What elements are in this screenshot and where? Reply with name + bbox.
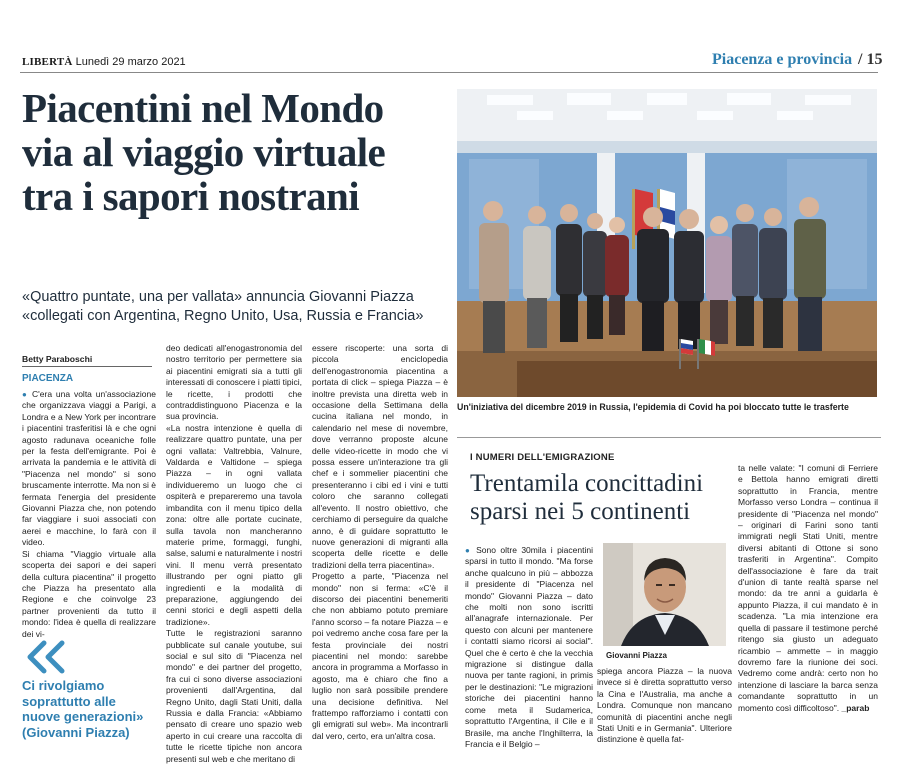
page-number-value: 15: [866, 51, 883, 68]
group-photo: [457, 89, 877, 397]
paragraph: Sono oltre 30mila i piacentini sparsi in tutto il mondo. "Ma forse anche qualcuno in più – abbozza il presidente di "Piacenza nel mondo" Giovanni Piazza – dato che molti non sono iscritti all'anagrafe internazionale. Per questo con alcuni per mantenere i contatti siamo ricorsi ai social". Quel che è certo è che la vecchia migrazione si distingue dalla nuova per tante ragioni, in primis per le destinazioni: "Le migrazioni storiche dei piacentini hanno come meta il Sudamerica, soprattutto l'Argentina, il Cile e il Brasile, ma anche l'Inghilterra, la Francia e il Belgio –: [465, 545, 593, 749]
paragraph: deo dedicati all'enogastronomia del nostro territorio per permettere sia ai piacentini emigrati sia a tutti gli interessati di conoscere i piatti tipici, le ricette, i prodotti che contraddistinguono Piacenza e la sua provincia.: [166, 343, 302, 422]
subheadline: [22, 288, 447, 326]
portrait-image: [603, 543, 726, 646]
newspaper-name: LIBERTÀ: [22, 56, 73, 68]
sidebar-column-3: [738, 463, 878, 763]
paragraph: Progetto a parte, "Piacenza nel mondo" non si ferma: «C'è il discorso dei piacentini benemeriti che non abbiamo potuto premiare l'anno scorso – fa notare Piazza – e poi vedremo anche cosa fare per la festa provinciale dei nostri piacentini nel mondo: sarebbe ancora in programma a Morfasso in agosto, ma è chiaro che fino a luglio non sarà possibile prendere una decisione definitiva. Nel frattempo rafforziamo i contatti con gli emigrati sul web». Ma incontrarli dal vero, certo, era un'altra cosa.: [312, 571, 448, 741]
author-signature: _parab: [841, 702, 870, 713]
paragraph: ta nelle valate: "I comuni di Ferriere e Bettola hanno emigrati diretti soprattutto in Francia, mentre Morfasso verso Londra – continua il presidente di "Piacenza nel mondo" – originari di Farini sono tanti immigrati negli Stati Uniti, mentre diversi abitanti di Ottone si sono trasferiti in Argentina". Compito dell'associazione è fare da trait d'union di tante realtà sparse nel mondo: da tre anni a guidarla è appunto Piazza, il cui mandato è in scadenza. "La mia intenzione era quella di passare il testimone perché ritengo sia giusto un adeguato ricambio – ammette – in maggio dovremo fare la riunione dei soci. Vedremo come andrà: certo non ho intenzione di lasciare la barca senza comandante soprattutto in un momento così difficoltoso".: [738, 463, 878, 713]
pull-quote-line: nuove generazioni»: [22, 709, 144, 724]
paragraph: Si chiama "Viaggio virtuale alla scoperta dei sapori e dei saperi della cultura piacentina" il progetto che Piazza ha presentato alla Regione e che coinvolge 23 partner provenienti da tutto il mondo: l'idea è quella di realizzare dei vi-: [22, 548, 156, 639]
group-photo-image: [457, 89, 877, 397]
photo-caption: Un'iniziativa del dicembre 2019 in Russia, l'epidemia di Covid ha poi bloccato tutte le trasferte: [457, 402, 849, 412]
paragraph: «La nostra intenzione è quella di realizzare quattro puntate, una per ogni vallata: Valtrebbia, Valnure, Valdarda e Valtidone – spiega Piazza – in ogni vallata individueremo un luogo che ci ospiterà e prepareremo una tavola imbandita con il menu tipico della zona: oltre alle portate cucinate, sulla tavola non mancheranno materie prime, formaggi, funghi, salse, salumi e naturalmente i nostri vini. Il menu verrà presentato illustrando per ogni piatto gli ingredienti e la modalità di preparazione, aggiungendo dei cenni storici e degli aspetti della tradizione».: [166, 422, 302, 627]
bullet-icon: ●: [465, 546, 477, 555]
header-rule: [20, 72, 878, 73]
headline-line: Piacentini nel Mondo: [22, 85, 384, 131]
page-separator: /: [858, 51, 863, 68]
headline-line: via al viaggio virtuale: [22, 129, 386, 175]
page-number: [858, 51, 882, 69]
article-column-2: [166, 343, 302, 764]
pull-quote: [22, 678, 158, 740]
subheadline-line: «collegati con Argentina, Regno Unito, Usa, Russia e Francia»: [22, 308, 424, 324]
sidebar-top-rule: [457, 437, 881, 438]
byline-rule: [22, 366, 152, 367]
bullet-icon: ●: [22, 390, 33, 399]
sidebar-title-line: sparsi nei 5 continenti: [470, 498, 691, 525]
subheadline-line: «Quattro puntate, una per vallata» annuncia Giovanni Piazza: [22, 289, 414, 305]
portrait-caption: Giovanni Piazza: [606, 651, 667, 660]
sidebar-title-line: Trentamila concittadini: [470, 470, 704, 497]
pull-quote-line: Ci rivolgiamo: [22, 678, 105, 693]
pull-quote-line: soprattutto alle: [22, 693, 116, 709]
paragraph: C'era una volta un'associazione che organizzava viaggi a Parigi, a Londra e a New York per incontrare i piacentini trasferitisi là e che ogni agosto radunava oceaniche folle per la festa dell'emigrante. Poi è arrivata la pandemia e le attività di "Piacenza nel mondo" si sono bruscamente interrotte. Ma non si è fermata l'energia del presidente Giovanni Piazza che, non potendo far viaggiare i suoi associati con aerei e macchine, lo farà con il video.: [22, 389, 156, 548]
sidebar-title: [470, 470, 740, 526]
portrait-photo: [603, 543, 726, 646]
article-column-1: [22, 389, 156, 639]
sidebar-column-1: [465, 545, 593, 763]
dateline: PIACENZA: [22, 373, 74, 384]
sidebar-kicker: I NUMERI DELL'EMIGRAZIONE: [470, 452, 615, 463]
masthead: [22, 56, 186, 68]
quote-mark-icon: [24, 640, 70, 674]
section-title: Piacenza e provincia: [712, 51, 853, 68]
paragraph: essere riscoperte: una sorta di piccola enciclopedia dell'enogastronomia piacentina a portata di click – spiega Piazza – è inoltre prevista una diretta web in occasione della Settimana della cucina italiana nel mondo, in calendario nel mese di novembre, dove verranno proposte alcune delle video-ricette in modo che vi possa essere un'interazione tra gli chef e i sommelier piacentini che presenteranno i cibi ed i vini e tutti coloro che saranno collegati all'evento. Il nostro obiettivo, che cerchiamo di perseguire da qualche anno, è di guidare soprattutto le nuove generazioni di migranti alla scoperta delle ricette e delle tradizioni della terra piacentina».: [312, 343, 448, 570]
article-column-3: [312, 343, 448, 761]
byline: Betty Paraboschi: [22, 354, 93, 364]
paragraph: Tutte le registrazioni saranno pubblicate sul canale youtube, sui social e sul sito di "Piacenza nel mondo" e dei partner del progetto, fra cui ci sono diverse associazioni provenienti dall'Argentina, dal Regno Unito, dagli Stati Uniti, dalla Russia e dalla Francia: «Abbiamo pensato di creare uno spazio web aperto in cui creare una raccolta di tutte le ricette tipiche non ancora presenti sul web e che meritano di: [166, 628, 302, 764]
pull-quote-line: (Giovanni Piazza): [22, 724, 130, 740]
issue-date: Lunedì 29 marzo 2021: [75, 56, 186, 68]
headline: [22, 86, 447, 218]
paragraph: spiega ancora Piazza – la nuova invece si è diretta soprattutto verso la Cina e l'Australia, ma anche a Londra. Comunque non mancano comunità di piacentini anche negli Stati Uniti e in Germania". Ulteriore distinzione è quella fat-: [597, 666, 732, 745]
sidebar-column-2: [597, 666, 732, 763]
headline-line: tra i sapori nostrani: [22, 173, 360, 219]
